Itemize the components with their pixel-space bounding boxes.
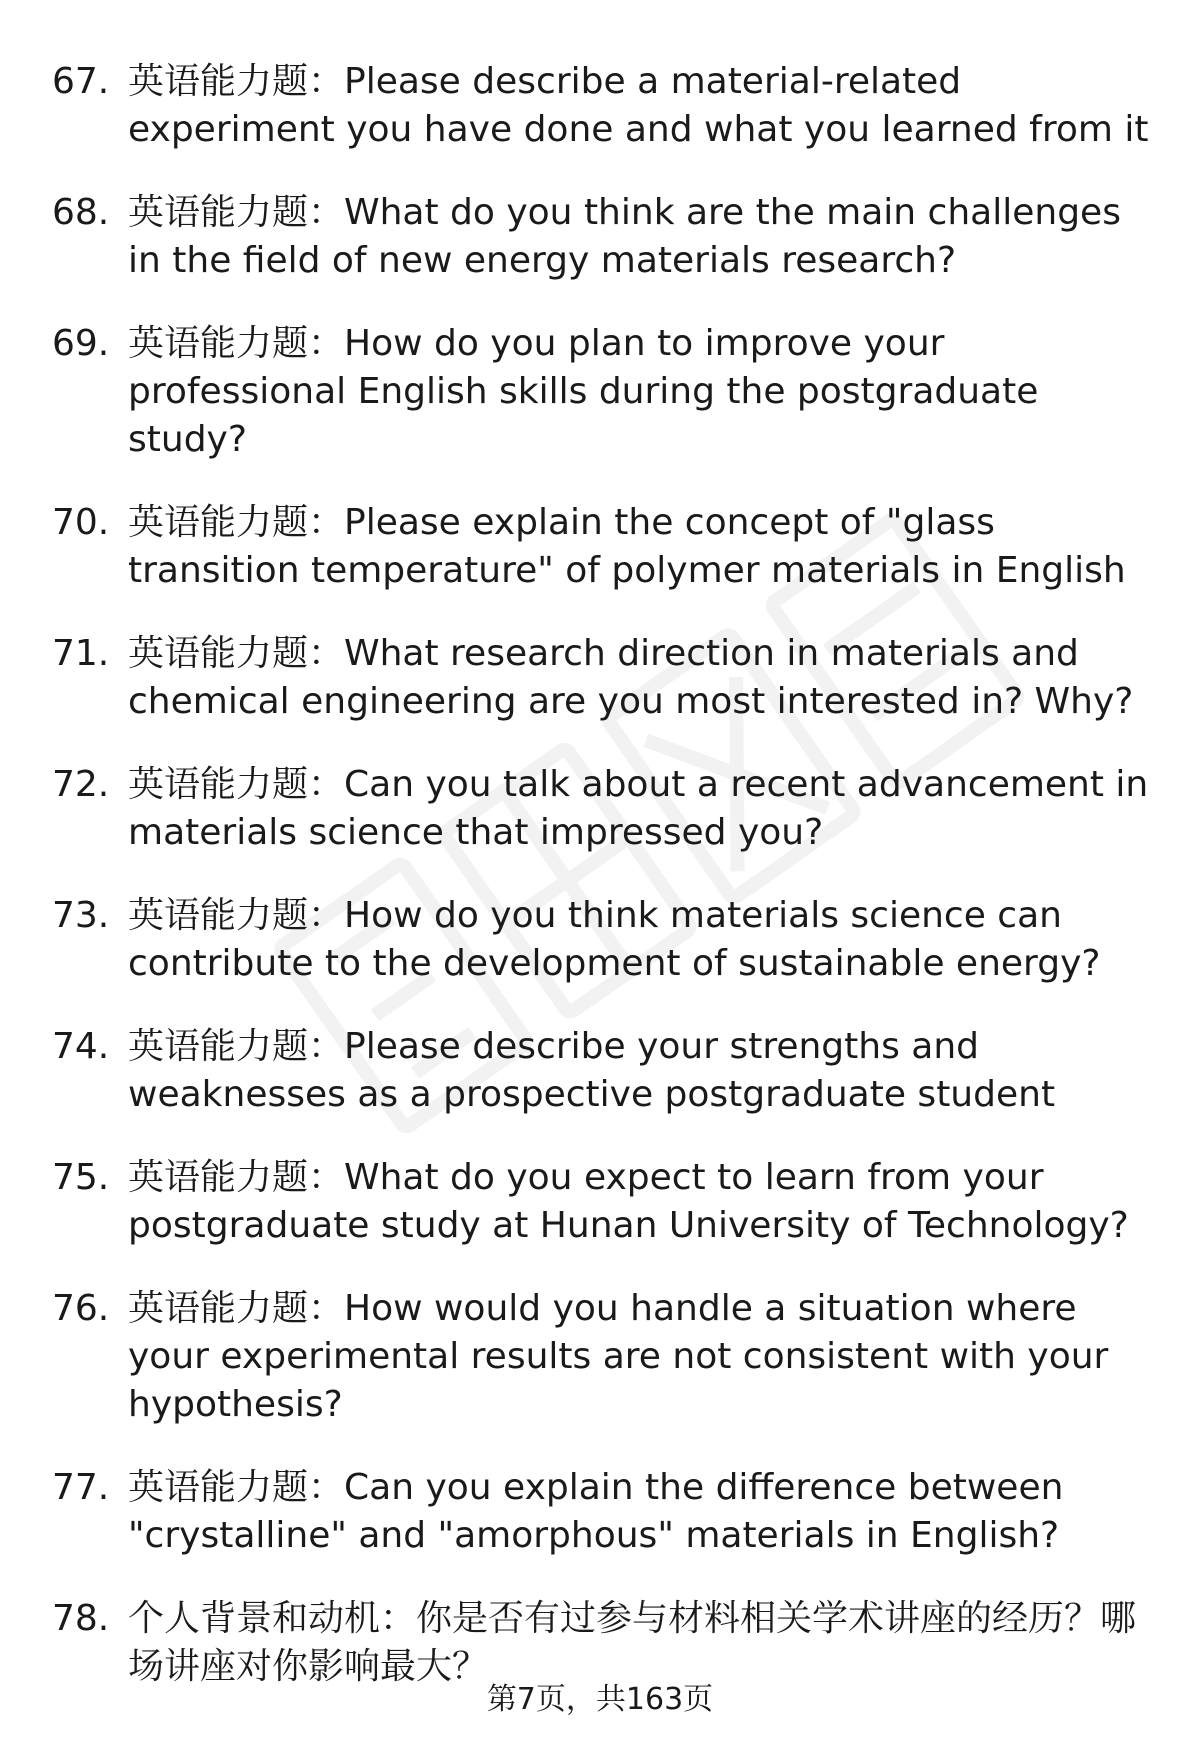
question-item: [52, 892, 1162, 988]
question-item: [52, 320, 1162, 464]
question-item: [52, 630, 1162, 726]
question-text: 英语能力题：How would you handle a situation where your experimental results are not consistent with your hypothesis?: [128, 1288, 1109, 1425]
question-text: 英语能力题：Can you explain the difference between "crystalline" and "amorphous" materials in English?: [128, 1467, 1064, 1556]
question-item: [52, 1285, 1162, 1429]
question-text: 英语能力题：How do you think materials science can contribute to the development of sustainable energy?: [128, 895, 1101, 984]
question-number: 67.: [52, 61, 110, 102]
question-item: [52, 189, 1162, 285]
question-item: [52, 1595, 1162, 1691]
question-item: [52, 58, 1162, 154]
question-text: 个人背景和动机：你是否有过参与材料相关学术讲座的经历？哪场讲座对你影响最大？: [128, 1598, 1137, 1687]
question-item: [52, 499, 1162, 595]
question-text: 英语能力题：Please describe your strengths and weaknesses as a prospective postgraduate student: [128, 1026, 1056, 1115]
question-text: 英语能力题：What research direction in materials and chemical engineering are you most interested in? Why?: [128, 633, 1134, 722]
page-number-footer: 第7页，共163页: [486, 1682, 714, 1717]
question-number: 73.: [52, 895, 110, 936]
question-number: 70.: [52, 502, 110, 543]
question-number: 77.: [52, 1467, 110, 1508]
question-number: 72.: [52, 764, 110, 805]
question-number: 71.: [52, 633, 110, 674]
question-number: 76.: [52, 1288, 110, 1329]
question-text: 英语能力题：How do you plan to improve your professional English skills during the postgraduate study?: [128, 323, 1039, 460]
question-text: 英语能力题：Please describe a material-related experiment you have done and what you learned from it: [128, 61, 1149, 150]
question-number: 68.: [52, 192, 110, 233]
question-item: [52, 1023, 1162, 1119]
question-number: 78.: [52, 1598, 110, 1639]
question-number: 69.: [52, 323, 110, 364]
question-item: [52, 1464, 1162, 1560]
question-item: [52, 1154, 1162, 1250]
question-text: 英语能力题：What do you think are the main challenges in the field of new energy materials research?: [128, 192, 1121, 281]
question-number: 74.: [52, 1026, 110, 1067]
question-text: 英语能力题：What do you expect to learn from your postgraduate study at Hunan University of Technology?: [128, 1157, 1129, 1246]
question-list: [52, 58, 1162, 1726]
question-item: [52, 761, 1162, 857]
question-text: 英语能力题：Can you talk about a recent advancement in materials science that impressed you?: [128, 764, 1149, 853]
question-number: 75.: [52, 1157, 110, 1198]
question-text: 英语能力题：Please explain the concept of "glass transition temperature" of polymer materials in English: [128, 502, 1126, 591]
